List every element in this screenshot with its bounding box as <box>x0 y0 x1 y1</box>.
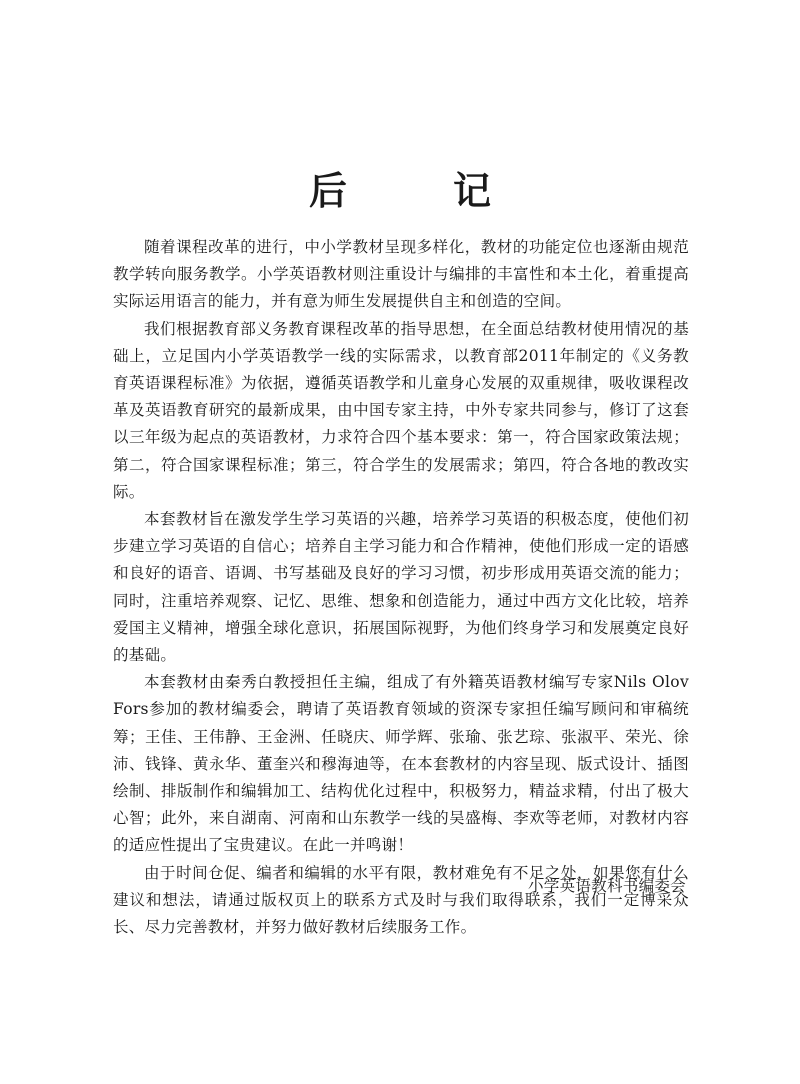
afterword-body <box>113 234 689 941</box>
paragraph-2: 我们根据教育部义务教育课程改革的指导思想，在全面总结教材使用情况的基础上，立足国内小学英语教学一线的实际需求，以教育部2011年制定的《义务教育英语课程标准》为依据，遵循英语教学和儿童身心发展的双重规律，吸收课程改革及英语教育研究的最新成果，由中国专家主持，中外专家共同参与，修订了这套以三年级为起点的英语教材，力求符合四个基本要求：第一，符合国家政策法规；第二，符合国家课程标准；第三，符合学生的发展需求；第四，符合各地的教改实际。 <box>113 319 689 501</box>
paragraph-4: 本套教材由秦秀白教授担任主编，组成了有外籍英语教材编写专家Nils Olov Fors参加的教材编委会，聘请了英语教育领域的资深专家担任编写顾问和审稿统筹；王佳、王伟静、王金洲、任晓庆、师学辉、张瑜、张艺琮、张淑平、荣光、徐沛、钱锋、黄永华、董奎兴和穆海迪等，在本套教材的内容呈现、版式设计、插图绘制、排版制作和编辑加工、结构优化过程中，积极努力，精益求精，付出了极大心智；此外，来自湖南、河南和山东教学一线的吴盛梅、李欢等老师，对教材内容的适应性提出了宝贵建议。在此一并鸣谢！ <box>113 673 689 855</box>
paragraph-3: 本套教材旨在激发学生学习英语的兴趣，培养学习英语的积极态度，使他们初步建立学习英语的自信心；培养自主学习能力和合作精神，使他们形成一定的语感和良好的语音、语调、书写基础及良好的学习习惯，初步形成用英语交流的能力；同时，注重培养观察、记忆、思维、想象和创造能力，通过中西方文化比较，培养爱国主义精神，增强全球化意识，拓展国际视野，为他们终身学习和发展奠定良好的基础。 <box>113 510 689 665</box>
signature: 小学英语教科书编委会 <box>527 877 686 895</box>
page-title: 后 记 <box>308 169 525 213</box>
paragraph-5: 由于时间仓促、编者和编辑的水平有限，教材难免有不足之处，如果您有什么建议和想法，请通过版权页上的联系方式及时与我们取得联系，我们一定博采众长、尽力完善教材，并努力做好教材后续服务工作。 <box>113 863 689 937</box>
paragraph-1: 随着课程改革的进行，中小学教材呈现多样化，教材的功能定位也逐渐由规范教学转向服务教学。小学英语教材则注重设计与编排的丰富性和本土化，着重提高实际运用语言的能力，并有意为师生发展提供自主和创造的空间。 <box>113 238 689 311</box>
